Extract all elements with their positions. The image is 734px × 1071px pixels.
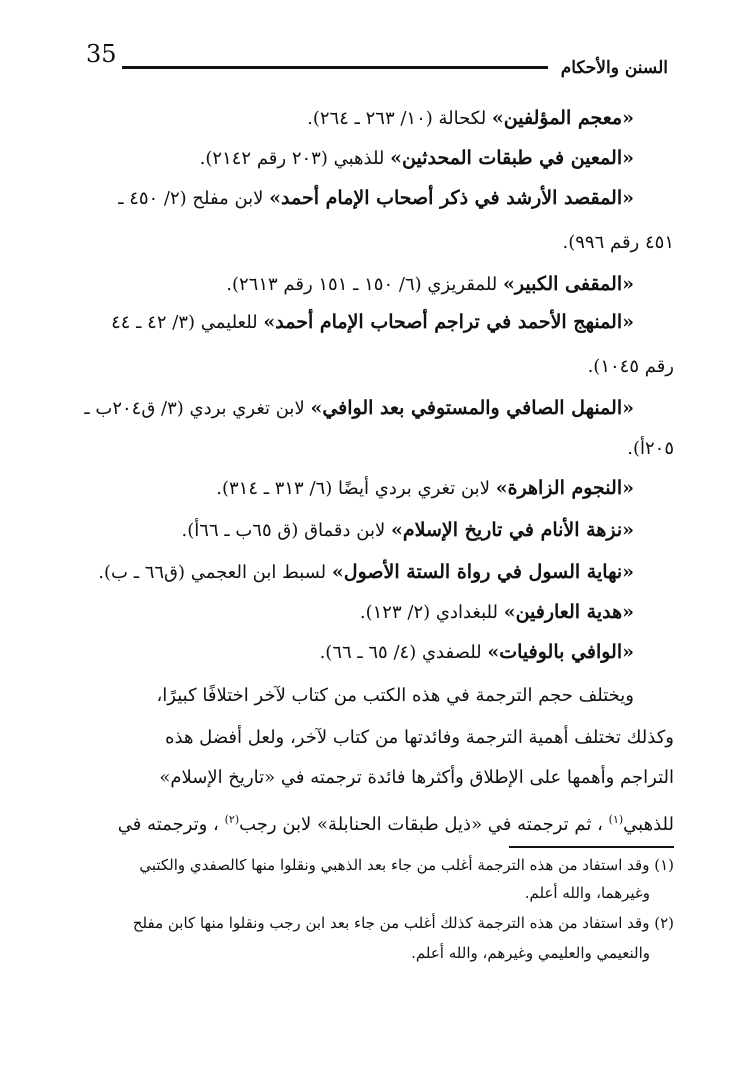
footnote-ref-1: (١): [608, 813, 624, 826]
reference-detail: لسبط ابن العجمي (ق٦٦ ـ ب).: [98, 562, 332, 583]
book-title: «المقصد الأرشد في ذكر أصحاب الإمام أحمد»: [269, 187, 634, 209]
reference-detail: لابن دقماق (ق ٦٥ب ـ ٦٦أ).: [181, 520, 391, 541]
reference-detail: للمقريزي (٦/ ١٥٠ ـ ١٥١ رقم ٢٦١٣).: [226, 274, 503, 295]
page-number: 35: [86, 40, 117, 68]
running-title: السنن والأحكام: [560, 58, 668, 78]
reference-detail: للذهبي (٢٠٣ رقم ٢١٤٢).: [199, 148, 391, 169]
paragraph-line: ويختلف حجم الترجمة في هذه الكتب من كتاب لآخر اختلافًا كبيرًا،: [156, 685, 634, 706]
reference-detail: ٢٠٥أ).: [627, 438, 674, 459]
page-header: [78, 36, 668, 76]
reference-line: [62, 468, 634, 508]
book-title: «نهاية السول في رواة الستة الأصول»: [331, 561, 634, 583]
book-title: «المعين في طبقات المحدثين»: [390, 147, 634, 169]
book-title: «النجوم الزاهرة»: [495, 477, 634, 499]
book-title: «المقفى الكبير»: [503, 273, 634, 295]
reference-line: [62, 178, 634, 218]
book-title: «المنهج الأحمد في تراجم أصحاب الإمام أحمد»: [263, 311, 634, 333]
reference-line: [62, 98, 634, 138]
footnote-line: والنعيمي والعليمي وغيرهم، والله أعلم.: [411, 944, 650, 962]
reference-detail: للعليمي (٣/ ٤٢ ـ ٤٤: [111, 312, 264, 333]
reference-line: [62, 222, 674, 262]
reference-detail: لابن تغري بردي (٣/ ق٢٠٤ب ـ: [84, 398, 311, 419]
reference-detail: لكحالة (١٠/ ٢٦٣ ـ ٢٦٤).: [307, 108, 492, 129]
header-rule: [122, 66, 548, 69]
book-title: «الوافي بالوفيات»: [487, 641, 634, 663]
reference-line: [62, 346, 674, 386]
reference-detail: للبغدادي (٢/ ١٢٣).: [359, 602, 504, 623]
footnote-line: (٢) وقد استفاد من هذه الترجمة كذلك أغلب من جاء بعد ابن رجب ونقلوا منها كابن مفلح: [132, 914, 674, 932]
footnote-separator: [509, 846, 674, 848]
reference-line: [62, 552, 634, 592]
reference-line: [62, 388, 634, 428]
footnote-ref-2: (٢): [224, 813, 240, 826]
reference-detail: للصفدي (٤/ ٦٥ ـ ٦٦).: [319, 642, 488, 663]
book-title: «معجم المؤلفين»: [491, 107, 634, 129]
book-title: «هدية العارفين»: [503, 601, 634, 623]
paragraph-line: التراجم وأهمها على الإطلاق وأكثرها فائدة ترجمته في «تاريخ الإسلام»: [159, 767, 674, 788]
book-title: «المنهل الصافي والمستوفي بعد الوافي»: [310, 397, 634, 419]
paragraph-line: [62, 800, 674, 840]
paragraph-line: وكذلك تختلف أهمية الترجمة وفائدتها من كتاب لآخر، ولعل أفضل هذه: [165, 727, 674, 748]
reference-detail: ٤٥١ رقم ٩٩٦).: [562, 232, 674, 253]
footnote-line: وغيرهما، والله أعلم.: [524, 884, 650, 902]
reference-line: [62, 138, 634, 178]
footnote-line: (١) وقد استفاد من هذه الترجمة أغلب من جاء بعد الذهبي ونقلوا منها كالصفدي والكتبي: [139, 856, 674, 874]
book-title: «نزهة الأنام في تاريخ الإسلام»: [390, 519, 634, 541]
paragraph-text: ، وترجمته في: [117, 814, 225, 835]
reference-line: [62, 428, 674, 468]
reference-line: [62, 632, 634, 672]
reference-detail: لابن مفلح (٢/ ٤٥٠ ـ: [118, 188, 270, 209]
author-name: للذهبي: [623, 814, 674, 835]
reference-line: [62, 592, 634, 632]
paragraph-text: ، ثم ترجمته في «ذيل طبقات الحنابلة» لابن رجب: [239, 814, 609, 835]
reference-line: [62, 264, 634, 304]
reference-detail: رقم ١٠٤٥).: [587, 356, 674, 377]
reference-detail: لابن تغري بردي أيضًا (٦/ ٣١٣ ـ ٣١٤).: [216, 478, 496, 499]
reference-line: [62, 510, 634, 550]
reference-line: [62, 302, 634, 342]
